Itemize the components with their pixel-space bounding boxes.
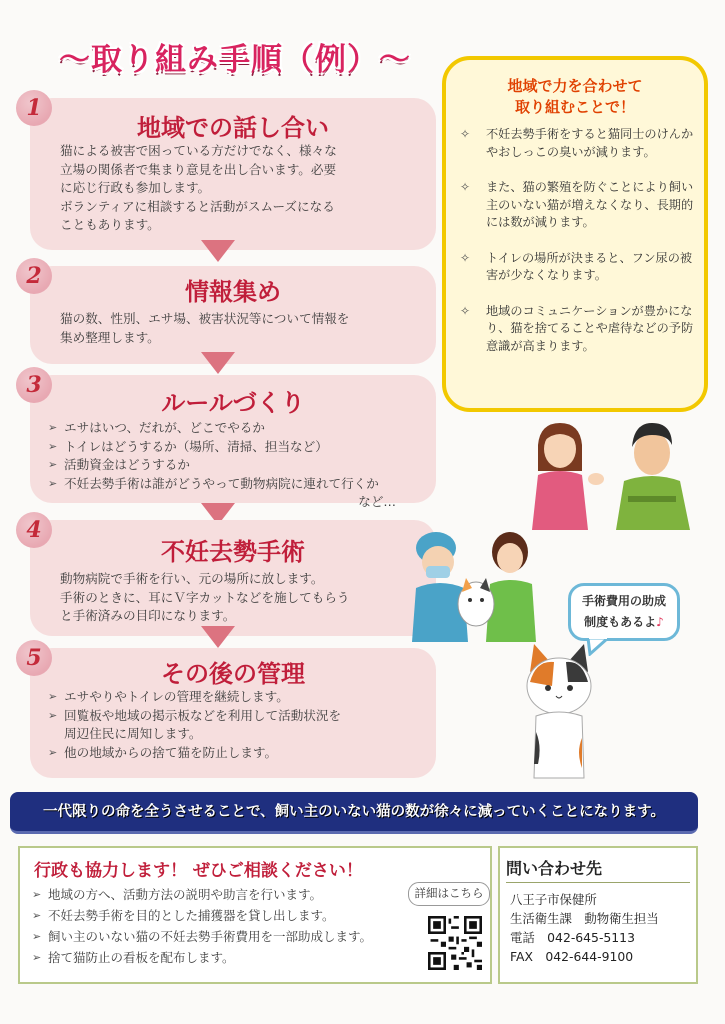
step-3-number: 3 [16, 367, 52, 403]
step-4-body [60, 570, 420, 626]
list-item: ➢ 不妊去勢手術は誰がどうやって動物病院に連れて行くか [48, 475, 426, 494]
banner-text: 一代限りの命を全うさせることで、飼い主のいない猫の数が徐々に減っていくことになります。 [42, 804, 666, 820]
step-5-card [26, 645, 436, 778]
list-item: ➢ エサやりやトイレの管理を継続します。 [48, 688, 426, 707]
bubble-text: 制度もあるよ [584, 615, 657, 629]
step-5-list [48, 688, 426, 762]
step-1-title: 地域での話し合い [137, 114, 329, 142]
list-item-tail: など… [358, 494, 396, 509]
list-item [460, 179, 694, 232]
step-1-line: に応じ行政も参加します。 [60, 180, 211, 195]
step-1-line: ボランティアに相談すると活動がスムーズになる [60, 198, 335, 214]
step-4-card [26, 517, 436, 636]
step-2-line: 猫の数、性別、エサ場、被害状況等について情報を [60, 311, 350, 326]
step-2-line: 集め整理します。 [60, 329, 160, 345]
vet-and-cat-illustration [410, 522, 540, 644]
music-note-icon: ♪ [656, 615, 664, 629]
list-item: ➢ トイレはどうするか（場所、清掃、担当など） [48, 438, 426, 457]
contact-details [510, 890, 659, 966]
people-talking-illustration [520, 415, 700, 530]
benefits-callout [442, 56, 708, 412]
step-3-rules-list [48, 419, 426, 512]
step-2-title: 情報集め [185, 278, 281, 306]
callout-title-line: 取り組むことで！ [514, 98, 635, 116]
step-arrow [201, 352, 235, 374]
step-arrow [201, 626, 235, 648]
list-item: ➢ 他の地域からの捨て猫を防止します。 [48, 744, 426, 763]
callout-title [446, 76, 704, 118]
step-1-line: 猫による被害で困っている方だけでなく、様々な [60, 143, 337, 158]
step-2-card [26, 263, 436, 364]
list-item [460, 250, 694, 285]
step-5-number: 5 [16, 640, 52, 676]
summary-banner [10, 792, 698, 834]
step-1-number: 1 [16, 90, 52, 126]
subsidy-speech-bubble [568, 583, 680, 641]
contact-box [498, 846, 698, 984]
qr-code-icon[interactable] [428, 916, 482, 970]
divider [506, 882, 690, 883]
list-item: ➢ 捨て猫防止の看板を配布します。 [32, 947, 480, 968]
list-item: ➢ 活動資金はどうするか [48, 456, 426, 475]
step-2-body [60, 310, 420, 347]
step-1-line: こともあります。 [60, 217, 160, 232]
step-5-title: その後の管理 [161, 660, 305, 688]
bubble-line: 手術費用の助成 [581, 594, 666, 608]
list-item [460, 126, 694, 161]
list-item: ➢ 飼い主のいない猫の不妊去勢手術費用を一部助成します。 [32, 926, 480, 947]
contact-org: 八王子市保健所 [510, 892, 597, 907]
details-link-label: 詳細はこちら [408, 882, 490, 906]
step-1-body [60, 142, 420, 235]
step-1-card [26, 95, 436, 250]
callout-title-line: 地域で力を合わせて [507, 77, 643, 95]
callout-item-text: 地域のコミュニケーションが豊かになり、猫を捨てることや虐待などの予防意識が高まります。 [486, 303, 694, 353]
contact-dept: 生活衛生課 動物衛生担当 [510, 911, 659, 926]
step-2-number: 2 [16, 258, 52, 294]
diamond-bullet-icon: ✧ [460, 250, 471, 265]
callout-item-text: また、猫の繁殖を防ぐことにより飼い主のいない猫が増えなくなり、長期的には数が減ります。 [486, 180, 694, 229]
step-3-card [26, 372, 436, 509]
list-item: ➢ エサはいつ、だれが、どこでやるか [48, 419, 426, 438]
contact-fax: FAX 042-644-9100 [510, 949, 634, 964]
step-4-line: と手術済みの目印になります。 [60, 608, 236, 623]
step-1-line: 立場の関係者で集まり意見を出し合います。必要 [60, 161, 337, 177]
page-title [55, 32, 415, 80]
list-item [460, 303, 694, 356]
list-item: ➢ 地域の方へ、活動方法の説明や助言を行います。 [32, 884, 480, 905]
step-3-title: ルールづくり [161, 389, 305, 417]
step-4-line: 動物病院で手術を行い、元の場所に放します。 [60, 571, 324, 586]
step-4-title: 不妊去勢手術 [161, 538, 305, 566]
list-item-continuation: 周辺住民に周知します。 [64, 726, 202, 741]
list-item: ➢ 回覧板や地域の掲示板などを利用して活動状況を [48, 707, 426, 726]
callout-item-text: 不妊去勢手術をすると猫同士のけんかやおしっこの臭いが減ります。 [486, 127, 694, 159]
calico-cat-illustration [522, 642, 596, 782]
diamond-bullet-icon: ✧ [460, 127, 471, 141]
step-4-number: 4 [16, 512, 52, 548]
contact-title: 問い合わせ先 [506, 859, 603, 878]
step-4-line: 手術のときに、耳にＶ字カットなどを施してもらう [60, 589, 350, 605]
step-arrow [201, 240, 235, 262]
diamond-bullet-icon: ✧ [460, 303, 471, 318]
support-title: 行政も協力します！ ぜひご相談ください！ [34, 861, 363, 881]
bubble-line-2 [571, 612, 677, 633]
callout-item-text: トイレの場所が決まると、フン尿の被害が少なくなります。 [486, 250, 693, 282]
contact-tel: 電話 042-645-5113 [510, 930, 635, 945]
diamond-bullet-icon: ✧ [460, 180, 471, 194]
page-title-text: 〜取り組み手順（例）〜 [59, 42, 411, 78]
government-support-box [18, 846, 492, 984]
callout-list [460, 126, 694, 373]
list-item: ➢ 不妊去勢手術を目的とした捕獲器を貸し出します。 [32, 905, 480, 926]
